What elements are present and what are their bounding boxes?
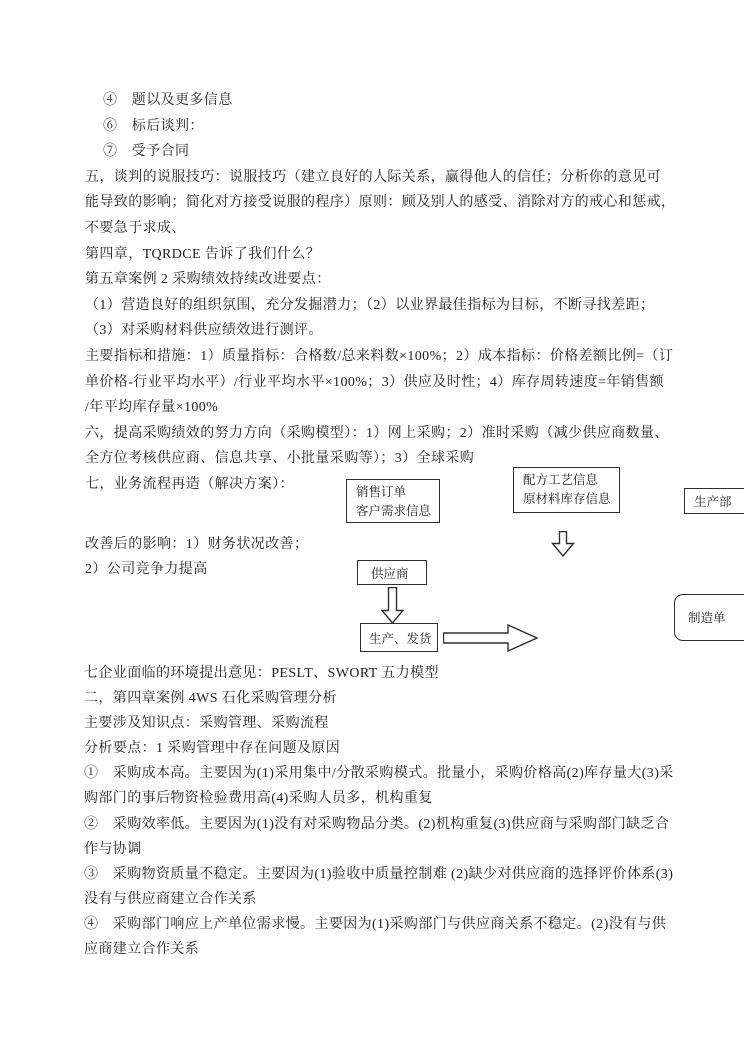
text-line: 分析要点：1 采购管理中存在问题及原因	[84, 741, 341, 757]
text-line: /年平均库存量×100%	[85, 400, 219, 416]
text-line: 购部门的事后物资检验费用高(4)采购人员多，机构重复	[84, 791, 433, 807]
down-arrow-icon	[381, 587, 404, 624]
raw-material-stock-label: 原材料库存信息	[523, 492, 611, 506]
text-line: 单价格-行业平均水平）/行业平均水平×100%；3）供应及时性；4）库存周转速度=年销售额	[85, 374, 665, 390]
text-line: 没有与供应商建立合作关系	[84, 891, 257, 907]
text-line: 主要涉及知识点：采购管理、采购流程	[84, 716, 329, 732]
text-line: ④ 采购部门响应上产单位需求慢。主要因为(1)采购部门与供应商关系不稳定。(2)没有与供	[84, 916, 667, 932]
sales-order-label: 销售订单	[356, 485, 407, 499]
text-line: 应商建立合作关系	[84, 942, 200, 958]
text-line: 二，第四章案例 4WS 石化采购管理分析	[84, 691, 337, 707]
text-line: 全方位考核供应商、信息共享、小批量采购等）；3）全球采购	[85, 451, 475, 467]
text-line: 七，业务流程再造（解决方案）：	[85, 476, 294, 492]
down-arrow-icon	[551, 531, 575, 557]
recipe-info-box	[513, 467, 620, 513]
text-line: 不要急于求成、	[85, 220, 186, 236]
text-line: 能导致的影响；简化对方接受说服的程序）原则：顾及别人的感受、消除对方的戒心和惩戒，	[85, 195, 676, 211]
sales-order-box	[346, 479, 440, 523]
improvement-text-block	[85, 532, 308, 582]
text-line: ④ 题以及更多信息	[103, 93, 233, 108]
recipe-process-label: 配方工艺信息	[523, 473, 599, 487]
text-line: ⑥ 标后谈判：	[103, 118, 204, 134]
lower-text-block	[84, 661, 674, 962]
production-dept-box	[684, 488, 744, 514]
produce-ship-label: 生产、发货	[369, 632, 432, 646]
text-line: 改善后的影响：1）财务状况改善；	[85, 537, 309, 552]
text-line: 七企业面临的环境提出意见：PESLT、SWORT 五力模型	[84, 666, 439, 681]
right-arrow-icon	[443, 624, 538, 652]
text-line: ⑦ 受予合同	[103, 144, 190, 160]
text-line: 第四章，TQRDCE 告诉了我们什么？	[85, 246, 321, 262]
text-line: 作与协调	[84, 841, 142, 857]
text-line: ③ 采购物资质量不稳定。主要因为(1)验收中质量控制难 (2)缺少对供应商的选择评价体系(3)	[84, 866, 674, 882]
text-line: 2）公司竞争力提高	[85, 562, 208, 577]
text-line: （3）对采购材料供应绩效进行测评。	[85, 323, 323, 339]
upper-text-block	[85, 88, 675, 498]
supplier-label: 供应商	[371, 567, 409, 581]
text-line: （1）营造良好的组织氛围，充分发掘潜力；（2）以业界最佳指标为目标，不断寻找差距；	[85, 297, 655, 313]
text-line: ② 采购效率低。主要因为(1)没有对采购物品分类。(2)机构重复(3)供应商与采购部门缺乏合	[84, 816, 670, 832]
text-line: 第五章案例 2 采购绩效持续改进要点：	[85, 272, 331, 288]
text-line: ① 采购成本高。主要因为(1)采用集中/分散采购模式。批量小，采购价格高(2)库存量大(3)采	[84, 766, 674, 782]
text-line: 六，提高采购绩效的努力方向（采购模型）：1）网上采购；2）准时采购（减少供应商数量、	[85, 425, 669, 441]
production-dept-label: 生产部	[694, 495, 732, 509]
text-line: 主要指标和措施：1）质量指标：合格数/总来料数×100%；2）成本指标：价格差额比例=（订	[85, 348, 674, 364]
produce-ship-box	[360, 623, 438, 652]
text-line: 五，谈判的说服技巧：说服技巧（建立良好的人际关系，赢得他人的信任；分析你的意见可	[85, 169, 661, 185]
supplier-box	[357, 560, 427, 585]
manufacture-order-label: 制造单	[688, 611, 726, 625]
customer-demand-label: 客户需求信息	[356, 504, 432, 518]
manufacture-order-box	[674, 594, 744, 641]
